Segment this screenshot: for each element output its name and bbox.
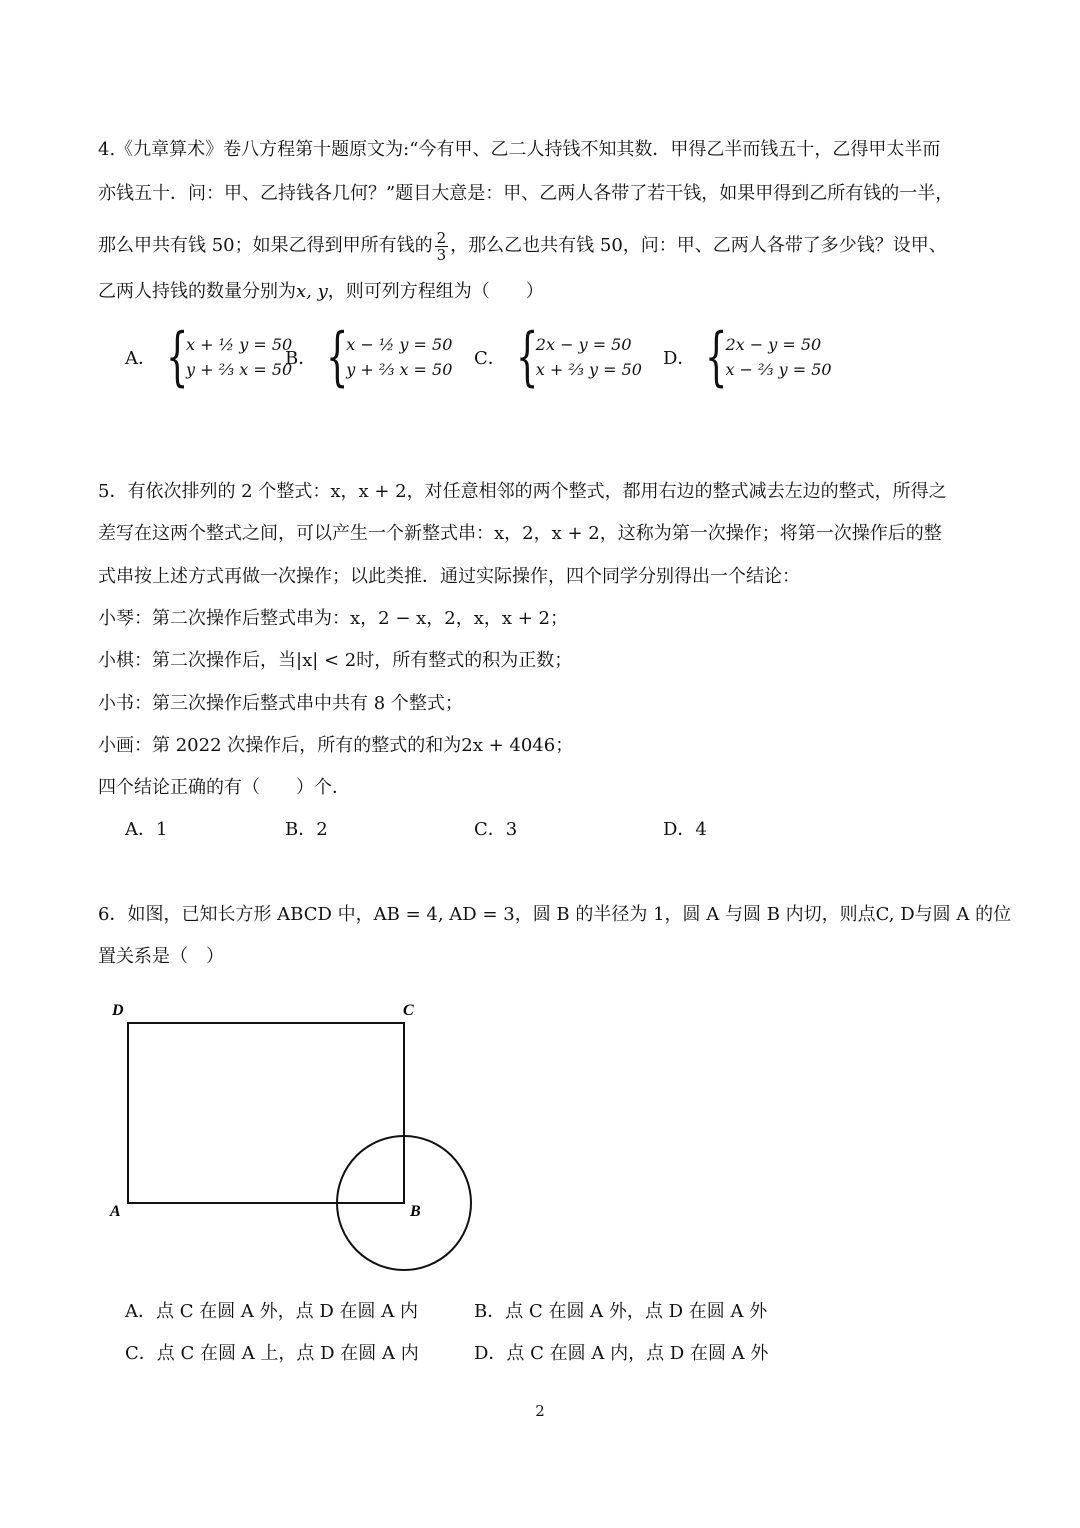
label-d: D — [112, 1002, 124, 1019]
q6-option-c[interactable]: C．点 C 在圆 A 上，点 D 在圆 A 内 — [125, 1343, 419, 1364]
equation-2: x − ⅔ y = 50 — [725, 360, 832, 379]
q6-option-b[interactable]: B．点 C 在圆 A 外，点 D 在圆 A 外 — [474, 1301, 768, 1322]
equation-2: y + ⅔ x = 50 — [346, 360, 453, 379]
q5-question: 四个结论正确的有（ ）个． — [98, 777, 350, 798]
q6-line-1: 6．如图，已知长方形 ABCD 中，AB = 4, AD = 3，圆 B 的半径为 1，圆 A 与圆 B 内切，则点C, D与圆 A 的位 — [98, 904, 1012, 925]
q4-line-3-start: 那么甲共有钱 50；如果乙得到甲所有钱的 — [98, 235, 433, 256]
q6-option-d[interactable]: D．点 C 在圆 A 内，点 D 在圆 A 外 — [474, 1343, 769, 1364]
option-label: B． — [285, 348, 317, 369]
q6-option-a[interactable]: A．点 C 在圆 A 外，点 D 在圆 A 内 — [125, 1301, 418, 1322]
q5-option-c[interactable]: C．3 — [474, 819, 518, 840]
brace-icon: { — [166, 320, 189, 394]
q4-line-4-end: ，则可列方程组为（ ） — [327, 281, 544, 302]
q4-line-1: 4.《九章算术》卷八方程第十题原文为:“今有甲、乙二人持钱不知其数．甲得乙半而钱五十，乙得甲太半而 — [98, 139, 941, 160]
equation-2: x + ⅔ y = 50 — [535, 360, 642, 379]
q5-option-b[interactable]: B．2 — [285, 819, 328, 840]
q5-option-a[interactable]: A．1 — [125, 819, 168, 840]
brace-icon: { — [705, 320, 728, 394]
equation-2: y + ⅔ x = 50 — [186, 360, 293, 379]
label-a: A — [110, 1203, 121, 1220]
q5-line-1: 5．有依次排列的 2 个整式：x，x + 2，对任意相邻的两个整式，都用右边的整式减去左边的整式，所得之 — [98, 481, 947, 502]
q5-line-2: 差写在这两个整式之间，可以产生一个新整式串：x，2，x + 2，这称为第一次操作；将第一次操作后的整 — [98, 523, 942, 544]
brace-icon: { — [326, 320, 349, 394]
q5-statement-xiaoqi: 小棋：第二次操作后，当|x| < 2时，所有整式的积为正数； — [98, 650, 573, 671]
q5-option-d[interactable]: D．4 — [663, 819, 707, 840]
q4-line-4-start: 乙两人持钱的数量分别为 — [98, 281, 296, 302]
q4-line-3-end: ，那么乙也共有钱 50，问：甲、乙两人各带了多少钱？设甲、 — [450, 235, 947, 256]
q5-line-3: 式串按上述方式再做一次操作；以此类推．通过实际操作，四个同学分别得出一个结论： — [98, 566, 800, 587]
q4-variables: x, y — [296, 281, 328, 302]
label-c: C — [403, 1002, 414, 1019]
fraction-denominator: 3 — [436, 245, 447, 264]
q4-line-2: 亦钱五十．问：甲、乙持钱各几何？”题目大意是：甲、乙两人各带了若干钱，如果甲得到乙所有钱的一半， — [98, 183, 954, 204]
option-label: D． — [663, 348, 696, 369]
fraction-numerator: 2 — [436, 228, 447, 247]
label-b: B — [410, 1203, 421, 1220]
q5-statement-xiaohua: 小画：第 2022 次操作后，所有的整式的和为2x + 4046； — [98, 735, 574, 756]
q5-statement-xiaoshu: 小书：第三次操作后整式串中共有 8 个整式； — [98, 693, 463, 714]
page-number: 2 — [535, 1402, 545, 1420]
q5-statement-xiaoqin: 小琴：第二次操作后整式串为：x，2 − x，2，x，x + 2； — [98, 608, 569, 629]
brace-icon: { — [515, 320, 539, 394]
equation-1: x + ½ y = 50 — [186, 335, 293, 354]
q6-line-2: 置关系是（ ） — [98, 946, 224, 967]
rectangle-abcd — [128, 1023, 404, 1203]
equation-1: x − ½ y = 50 — [346, 335, 453, 354]
option-label: A． — [125, 348, 156, 369]
option-label: C． — [474, 348, 506, 369]
equation-1: 2x − y = 50 — [535, 335, 632, 354]
equation-1: 2x − y = 50 — [725, 335, 822, 354]
